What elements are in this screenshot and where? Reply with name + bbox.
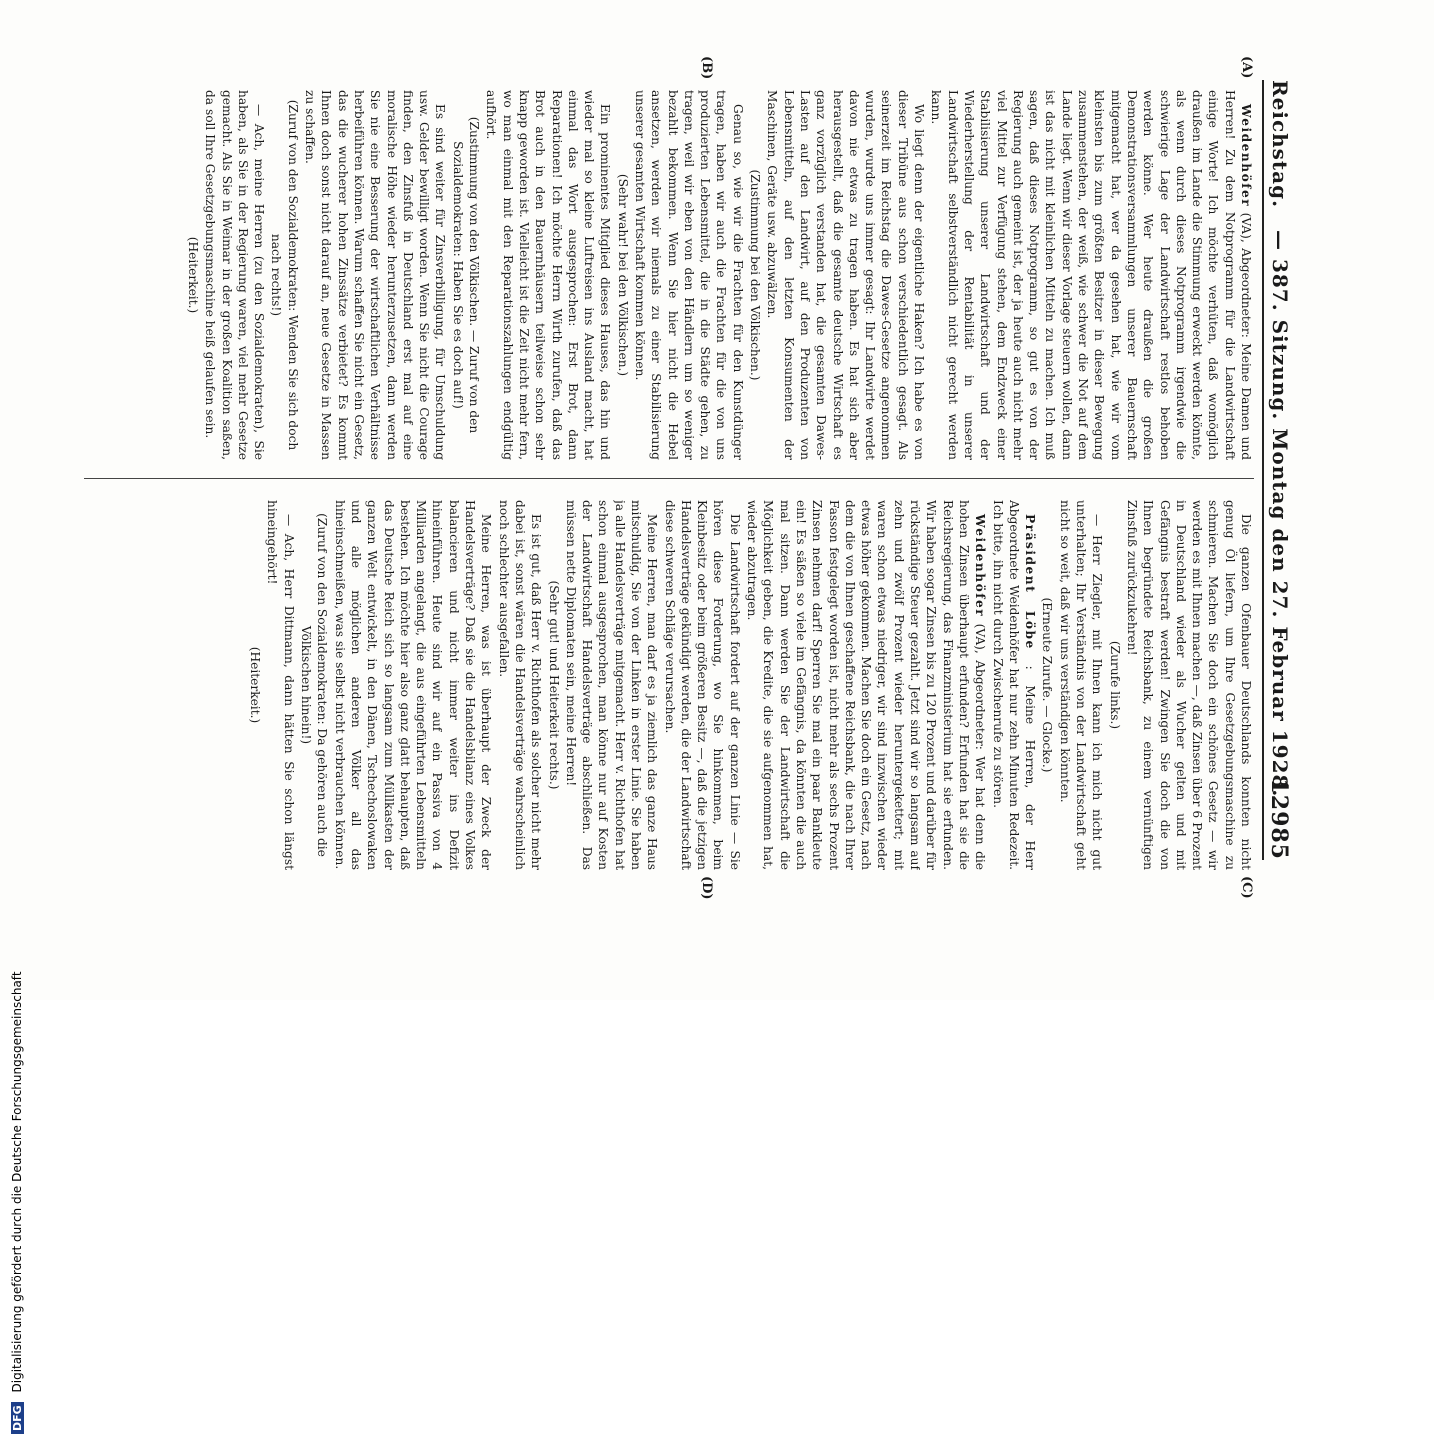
right-column — [74, 500, 1254, 870]
paragraph — [661, 500, 742, 870]
paragraph-text: Die Landwirtschaft fordert auf der ganzen Linie — Sie hören diese Forderung, wo Sie hinkommen, beim Kleinbesitz oder beim größeren Besitz —, daß die jetzigen Handelsverträge gekündigt werden, die der Landwirtschaft diese schweren Schläge verursachen. — [662, 500, 742, 870]
paragraph — [1124, 500, 1254, 870]
left-column — [74, 90, 1254, 460]
dfg-logo: DFG — [11, 1402, 24, 1434]
paragraph — [928, 90, 1254, 460]
paragraph — [1056, 500, 1105, 870]
paragraph-text: Es ist gut, daß Herr v. Richthofen als solcher nicht mehr dabei ist, sonst wären die Handelsverträge wahrscheinlich noch schlechter ausgefallen. — [496, 500, 544, 870]
paragraph-text: — Ach, Herr Dittmann, dann hätten Sie schon längst hineingehört! — [265, 500, 296, 870]
paragraph-text: — Ach, meine Herren (zu den Sozialdemokraten), Sie haben, als Sie in der Regierung waren, viel mehr Gesetze gemacht. Als Sie in Weimar in der großen Koalition saßen, da soll Ihre Gesetzgebungsmaschine heiß gelaufen sein. — [203, 90, 267, 460]
speaker-name: Weidenhöfer — [1239, 104, 1253, 208]
footer-text: Digitalisierung gefördert durch die Deutsche Forschungsgemeinschaft — [10, 971, 24, 1393]
paragraph — [989, 500, 1038, 870]
paragraph-text: Die ganzen Ofenbauer Deutschlands konnten nicht genug Öl liefern, um Ihre Gesetzgebungsmaschine zu schmieren. Machen Sie doch ein schönes Gesetz — wir werden es mit Ihnen machen —, daß Zinsen über 6 Prozent in Deutschland wieder als Wucher gelten und mit Gefängnis bestraft werden! Zwingen Sie doch die von Ihnen begründete Reichsbank, zu einem vernünftigen Zinsfuß zurückzukehren! — [1124, 500, 1253, 870]
paragraph — [632, 90, 746, 460]
paragraph — [764, 90, 927, 460]
paragraph-text: Genau so, wie wir die Frachten für den Kunstdünger tragen, haben wir auch die Frachten für die von uns produzierten Lebensmittel, die in die Städte gehen, zu tragen, weil wir eben von den Händlern um so weniger bezahlt bekommen. Wenn Sie hier nicht die Hebel ansetzen, werden wir niemals zu einer Stabilisierung unserer gesamten Wirtschaft kommen können. — [633, 90, 745, 460]
paragraph-text: Ein prominentes Mitglied dieses Hauses, das hin und wieder mal so kleine Luftreisen ins Ausland macht, hat einmal das Wort ausgesprochen: Erst Brot, dann Reparationen! Ich möchte Herrn Wirth zurufen, daß das Brot auch in den Bauernhäusern teilweise schon sehr knapp geworden ist. Vielleicht ist die Zeit nicht mehr fern, wo man einmal mit den Reparationszahlungen endgültig aufhört. — [484, 90, 613, 460]
interjection: (Zustimmung von den Völkischen. — Zuruf von den Sozialdemokraten: Haben Sie es doch auf!) — [450, 116, 482, 434]
paragraph — [264, 500, 297, 870]
paragraph — [495, 500, 544, 870]
header-center: — 387. Sitzung. Montag den 27. Februar 1928. — [1268, 230, 1292, 798]
speaker-name: Präsident Löbe — [1023, 514, 1038, 650]
marker-a: (A) — [1239, 56, 1254, 79]
paragraph-text: Meine Herren, man darf es ja ziemlich das ganze Haus mitschuldig, Sie von der Linken in erster Linie. Sie haben ja alle Handelsverträge mitgemacht. Herr v. Richthofen hat schon einmal ausgesprochen, man könne nur auf Kosten der Landwirtschaft Handelsverträge abschließen. Das müssen nette Diplomaten sein, meine Herren! — [563, 500, 660, 870]
footer — [10, 434, 30, 1434]
marker-c: (C) — [1239, 876, 1254, 899]
interjection: (Zustimmung bei den Völkischen.) — [748, 169, 763, 381]
marker-d: (D) — [699, 876, 714, 900]
paragraph-text: (VA), Abgeordneter: Meine Damen und Herren! Zu dem Notprogramm für die Landwirtschaft einige Worte! Ich möchte verhüten, daß womöglich draußen im Lande die Stimmung erweckt werden könnte, als wenn durch dieses Notprogramm irgendwie die schwierige Lage der Landwirtschaft restlos behoben werden könne. Wer heute draußen die großen Demonstrationsversammlungen unserer Bauernschaft mitgemacht hat, wer da gesehen hat, wie wir vom kleinsten bis zum größten Besitzer in dieser Bewegung zusammenstehen, der weiß, wie schwer die Not auf dem Lande liegt. Wenn wir dieser Vorlage steuern wollen, dann ist das nicht mit kleinlichen Mitteln zu machen. Ich muß sagen, daß dieses Notprogramm, so gut es von der Regierung auch gemeint ist, der ja heute auch nicht mehr viel Mittel zur Verfügung stehen, dem Endzweck einer Stabilisierung unserer Landwirtschaft und der Wiederherstellung der Rentabilität in unserer Landwirtschaft selbstverständlich nicht gerecht werden kann. — [929, 90, 1253, 460]
paragraph — [483, 90, 613, 460]
speaker-name: Weidenhöfer — [973, 514, 988, 618]
paragraph — [744, 500, 988, 870]
interjection: (Sehr gut! und Heiterkeit rechts.) — [546, 580, 561, 790]
marker-b: (B) — [699, 56, 714, 80]
paragraph — [202, 90, 267, 460]
interjection: (Erneute Zurufe. — Glocke.) — [1040, 597, 1055, 773]
interjection: (Zuruf von den Sozialdemokraten: Da gehören auch die Völkischen hinein!) — [299, 513, 330, 857]
paragraph — [331, 500, 494, 870]
paragraph — [563, 500, 661, 870]
column-divider — [84, 478, 1254, 479]
paragraph-text: Meine Herren, was ist überhaupt der Zweck der Handelsverträge? Daß sie die Handelsbilanz eines Volkes balancieren und nicht immer weiter ins Defizit hineinführen. Heute sind wir auf ein Passiva von 4 Milliarden angelangt, die aus eingeführten Lebensmitteln bestehen. Ich möchte hier also ganz glatt behaupten, daß das Deutsche Reich sich so langsam zum Müllkasten der ganzen Welt entwickelt, in den Dänen, Tschechoslowaken und alle möglichen anderen Völker all das hineinschmeißen, was sie selbst nicht verbrauchen können. — [332, 500, 494, 870]
interjection: (Heiterkeit.) — [248, 646, 263, 724]
paragraph-text: : Meine Herren, der Herr Abgeordnete Weidenhöfer hat nur zehn Minuten Redezeit. Ich bitte, ihn nicht durch Zwischenrufe zu stören. — [990, 500, 1038, 870]
paragraph — [302, 90, 449, 460]
header-left: Reichstag. — [1268, 80, 1292, 209]
page-number: 12985 — [1266, 778, 1292, 860]
interjection: (Heiterkeit.) — [186, 236, 200, 314]
interjection: (Sehr wahr! bei den Völkischen.) — [615, 173, 630, 377]
paragraph-text: (VA), Abgeordneter: Wer hat denn die hohen Zinsen überhaupt erfunden? Erfunden hat sie die Reichsregierung, das Finanzministerium hat sie erfunden. Wir haben sogar Zinsen bis zu 120 Prozent und darüber für rückständige Steuer gezahlt. Jetzt sind wir so langsam auf zehn und zwölf Prozent wieder heruntergekettert; mit waren schon etwas niedriger, wir sind inzwischen wieder etwas höher gekommen. Machen Sie doch ein Gesetz, nach dem die von Ihnen geschaffene Reichsbank, die nach Ihrer Fasson festgelegt worden ist, nicht mehr als sechs Prozent Zinsen nehmen darf! Sperren Sie mal ein paar Bankleute ein! Es säßen so viele im Gefängnis, da könnten die auch mal sitzen. Dann werden Sie der Landwirtschaft die Möglichkeit geben, die Kredite, die sie aufgenommen hat, wieder abzutragen. — [745, 500, 988, 870]
paragraph-text: Es sind weiter für Zinsverbilligung, für Umschuldung usw. Gelder bewilligt worden. Wenn Sie nicht die Courage finden, den Zinsfuß in Deutschland erst mal auf eine moralische Höhe wieder herunterzusetzen, dann werden Sie nie eine Besserung der wirtschaftlichen Verhältnisse herbeiführen können. Warum schaffen Sie nicht ein Gesetz, das die wucherer hohen Zinssätze verbietet? Es kommt Ihnen doch sonst nicht darauf an, neue Gesetze in Massen zu schaffen. — [303, 90, 448, 460]
paragraph-text: — Herr Ziegler, mit Ihnen kann ich mich nicht gut unterhalten; Ihr Verständnis von der Landwirtschaft geht nicht so weit, daß wir uns verständigen könnten. — [1057, 500, 1105, 870]
paragraph-text: Wo liegt denn der eigentliche Haken? Ich habe es von dieser Tribüne aus schon verschiedentlich gesagt. Als seinerzeit im Reichstag die Dawes-Gesetze angenommen wurden, wurde uns immer gesagt: Ihr Landwirte werdet davon nie etwas zu tragen haben. Es hat sich aber herausgestellt, daß die gesamte deutsche Wirtschaft es ganz vorzüglich verstanden hat, die gesamten Dawes-Lasten auf den Landwirt, auf den Produzenten von Lebensmitteln, auf den letzten Konsumenten der Maschinen, Geräte usw. abzuwälzen. — [765, 90, 927, 460]
page-header — [1262, 80, 1294, 860]
interjection: (Zurufe links.) — [1107, 640, 1122, 730]
interjection: (Zuruf von den Sozialdemokraten: Wenden Sie sich doch nach rechts!) — [269, 99, 300, 451]
